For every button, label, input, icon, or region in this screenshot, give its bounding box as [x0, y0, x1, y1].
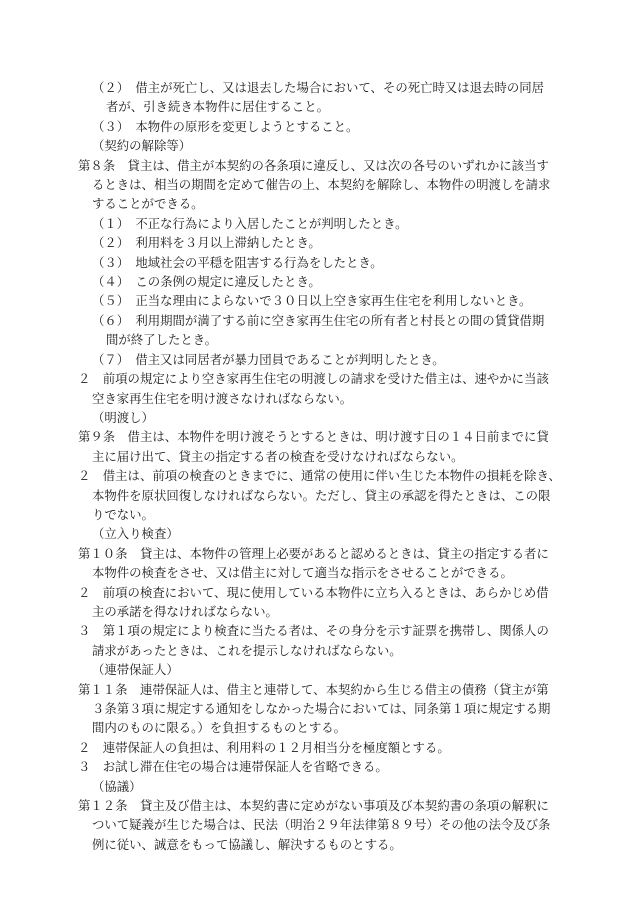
text-line: （３） 本物件の原形を変更しようとすること。 [92, 118, 359, 134]
text-line: 本物件の検査をさせ、又は借主に対して適当な指示をさせることができる。 [92, 565, 513, 581]
section-caption: （協議） [92, 778, 142, 794]
text-line: 空き家再生住宅を明け渡さなければならない。 [92, 390, 353, 406]
text-line: （７） 借主又は同居者が暴力団員であることが判明したとき。 [92, 351, 445, 367]
section-caption: （明渡し） [92, 409, 154, 425]
text-line: （４） この条例の規定に違反したとき。 [92, 274, 321, 290]
text-line: ２ 借主は、前項の検査のときまでに、通常の使用に伴い生じた本物件の損耗を除き、 [78, 468, 561, 484]
text-line: りでない。 [92, 506, 154, 522]
text-line: 間内のものに限る。）を負担するものとする。 [92, 720, 347, 736]
text-line: 第１２条 貸主及び借主は、本契約書に定めがない事項及び本契約書の条項の解釈に [78, 798, 549, 814]
text-line: （６） 利用期間が満了する前に空き家再生住宅の所有者と村長との間の賃貸借期 [92, 312, 545, 328]
section-caption: （立入り検査） [92, 526, 179, 542]
text-line: 第１０条 貸主は、本物件の管理上必要があると認めるときは、貸主の指定する者に [78, 545, 549, 561]
text-line: ２ 連帯保証人の負担は、利用料の１２月相当分を極度額とする。 [78, 739, 450, 755]
text-line: ２ 前項の検査において、現に使用している本物件に立ち入るときは、あらかじめ借 [78, 584, 549, 600]
text-line: することができる。 [92, 196, 204, 212]
text-line: ３ 第１項の規定により検査に当たる者は、その身分を示す証票を携帯し、関係人の [78, 623, 549, 639]
text-line: 第９条 借主は、本物件を明け渡そうとするときは、明け渡す日の１４日前までに貸 [78, 429, 549, 445]
text-line: （３） 地域社会の平穏を阻害する行為をしたとき。 [92, 254, 383, 270]
text-line: 請求があったときは、これを提示しなければならない。 [92, 642, 402, 658]
section-caption: （契約の解除等） [92, 138, 192, 154]
text-line: ３条第３項に規定する通知をしなかった場合においては、同条第１項に規定する期 [92, 701, 551, 716]
text-line: 本物件を原状回復しなければならない。ただし、貸主の承認を得たときは、この限 [92, 487, 551, 503]
text-line: （５） 正当な理由によらないで３０日以上空き家再生住宅を利用しないとき。 [92, 293, 532, 309]
text-line: 例に従い、誠意をもって協議し、解決するものとする。 [92, 836, 402, 852]
text-line: ２ 前項の規定により空き家再生住宅の明渡しの請求を受けた借主は、速やかに当該 [78, 371, 549, 387]
text-line: 主の承諾を得なければならない。 [92, 603, 278, 619]
text-line: （２） 利用料を３月以上滞納したとき。 [92, 235, 321, 251]
text-line: 者が、引き続き本物件に居住すること。 [106, 99, 330, 115]
text-line: ついて疑義が生じた場合は、民法（明治２９年法律第８９号）その他の法令及び条 [92, 817, 551, 833]
text-line: 間が終了したとき。 [106, 332, 218, 348]
text-line: 主に届け出て、貸主の指定する者の検査を受けなければならない。 [92, 448, 464, 464]
text-line: 第８条 貸主は、借主が本契約の各条項に違反し、又は次の各号のいずれかに該当す [78, 157, 549, 173]
text-line: 第１１条 連帯保証人は、借主と連帯して、本契約から生じる借主の債務（貸主が第 [78, 681, 549, 697]
text-line: るときは、相当の期間を定めて催告の上、本契約を解除し、本物件の明渡しを請求 [92, 177, 551, 193]
text-line: （１） 不正な行為により入居したことが判明したとき。 [92, 215, 408, 231]
section-caption: （連帯保証人） [92, 662, 179, 678]
text-line: ３ お試し滞在住宅の場合は連帯保証人を省略できる。 [78, 759, 388, 775]
text-line: （２） 借主が死亡し、又は退去した場合において、その死亡時又は退去時の同居 [92, 80, 545, 95]
